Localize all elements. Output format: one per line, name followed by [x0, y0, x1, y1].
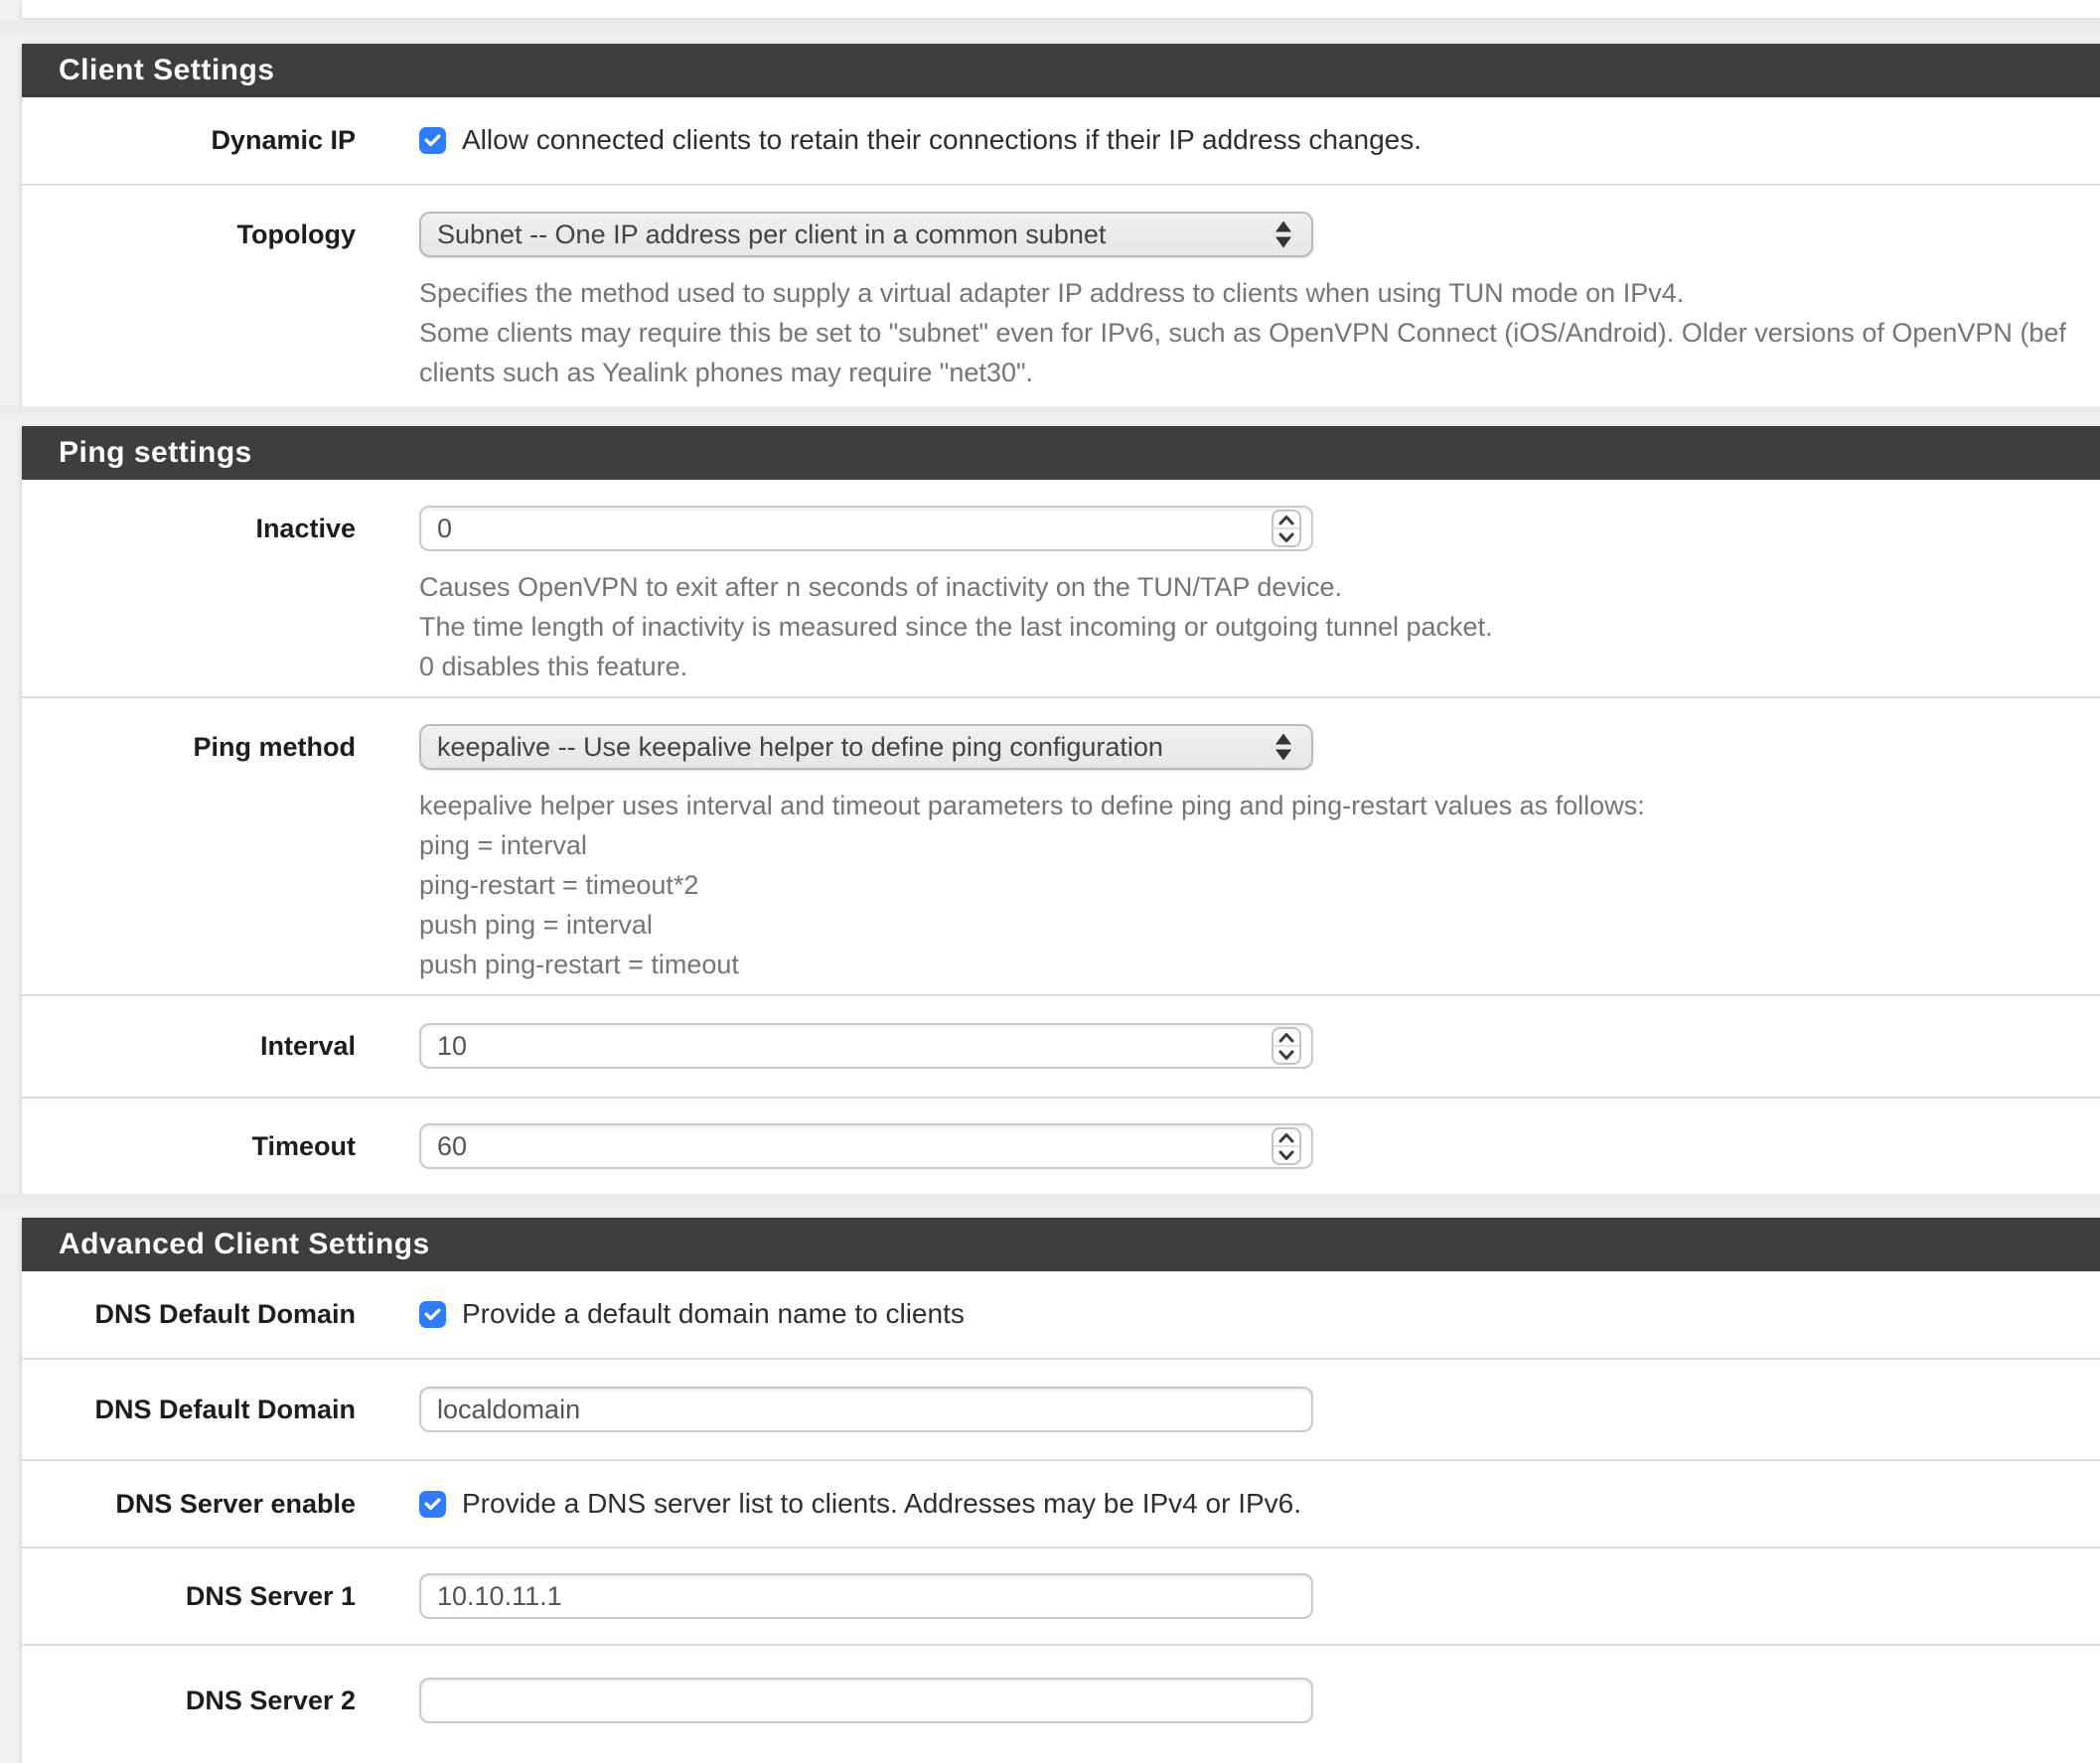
check-icon — [423, 1305, 442, 1324]
form-row-ping-method — [22, 696, 2100, 994]
form-row-dns-default-domain-enable — [22, 1271, 2100, 1358]
panel-advanced-client-settings-header — [22, 1218, 2100, 1271]
dns-default-domain-checkbox-row — [419, 1299, 2100, 1329]
form-row-inactive — [22, 480, 2100, 696]
panel-advanced-client-settings — [22, 1218, 2100, 1763]
inactive-help-text: Causes OpenVPN to exit after n seconds of inactivity on the TUN/TAP device. The time length of inactivity is measured since the last incoming or outgoing tunnel packet. 0 disables this feature. — [419, 572, 1493, 681]
dns-default-domain-input[interactable] — [419, 1387, 1313, 1432]
dns-server-2-input[interactable] — [419, 1678, 1313, 1723]
panel-title: Ping settings — [59, 436, 252, 469]
up-down-arrows-icon — [1275, 221, 1291, 248]
check-icon — [423, 1495, 442, 1514]
form-row-dns-server-2 — [22, 1644, 2100, 1763]
dns-server-1-input[interactable] — [419, 1573, 1313, 1619]
ping-method-help-text: keepalive helper uses interval and timeout parameters to define ping and ping-restart values as follows: ping = interval ping-restart = timeout*2 push ping = interval push ping-restart = timeout — [419, 791, 1645, 979]
previous-panel-bottom — [22, 0, 2100, 20]
inactive-input[interactable] — [419, 506, 1313, 551]
chevron-down-icon[interactable] — [1274, 1145, 1299, 1163]
panel-client-settings-header — [22, 44, 2100, 97]
timeout-stepper[interactable] — [1272, 1127, 1301, 1165]
field-label-timeout: Timeout — [251, 1131, 356, 1161]
interval-stepper[interactable] — [1272, 1027, 1301, 1065]
dns-server-enable-checkbox[interactable] — [419, 1491, 446, 1518]
up-down-arrows-icon — [1275, 734, 1291, 761]
panel-gap — [0, 20, 2100, 44]
panel-client-settings — [22, 44, 2100, 406]
dns-default-domain-checkbox-label: Provide a default domain name to clients — [462, 1298, 965, 1329]
field-label-dynamic-ip: Dynamic IP — [211, 125, 356, 155]
chevron-up-icon[interactable] — [1274, 1129, 1299, 1145]
chevron-up-icon[interactable] — [1274, 512, 1299, 527]
dns-server-enable-checkbox-row — [419, 1489, 2100, 1519]
panel-ping-settings-header — [22, 426, 2100, 480]
field-label-interval: Interval — [259, 1031, 356, 1061]
form-row-dns-server-1 — [22, 1546, 2100, 1644]
dynamic-ip-checkbox[interactable] — [419, 127, 446, 154]
form-row-interval — [22, 994, 2100, 1097]
interval-input[interactable] — [419, 1023, 1313, 1069]
timeout-input[interactable] — [419, 1123, 1313, 1169]
panel-gap — [0, 406, 2100, 426]
chevron-down-icon[interactable] — [1274, 527, 1299, 545]
topology-help-text: Specifies the method used to supply a virtual adapter IP address to clients when using TUN mode on IPv4. Some clients may require this be set to "subnet" even for IPv6, such as OpenVPN Connect (iOS/Android). Older versions of OpenVPN (bef clients such as Yealink phones may require "net30". — [419, 278, 2066, 387]
topology-select[interactable] — [419, 212, 1313, 257]
ping-method-select[interactable] — [419, 724, 1313, 770]
panel-title: Client Settings — [59, 54, 275, 86]
form-row-dynamic-ip — [22, 97, 2100, 184]
field-label-dns-server-enable: DNS Server enable — [115, 1489, 356, 1519]
field-label-dns-server-2: DNS Server 2 — [185, 1686, 356, 1715]
dynamic-ip-checkbox-label: Allow connected clients to retain their connections if their IP address changes. — [462, 124, 1423, 155]
inactive-stepper[interactable] — [1272, 510, 1301, 547]
dns-default-domain-checkbox[interactable] — [419, 1301, 446, 1328]
field-label-ping-method: Ping method — [193, 732, 356, 762]
chevron-down-icon[interactable] — [1274, 1045, 1299, 1063]
field-label-topology: Topology — [236, 220, 356, 249]
panel-title: Advanced Client Settings — [59, 1228, 430, 1260]
dns-server-enable-checkbox-label: Provide a DNS server list to clients. Addresses may be IPv4 or IPv6. — [462, 1488, 1302, 1519]
form-row-timeout — [22, 1097, 2100, 1194]
ping-method-select-value: keepalive -- Use keepalive helper to define ping configuration — [437, 731, 1163, 762]
chevron-up-icon[interactable] — [1274, 1029, 1299, 1045]
form-row-topology — [22, 184, 2100, 406]
panel-gap — [0, 1194, 2100, 1218]
dynamic-ip-checkbox-row — [419, 125, 2100, 155]
field-label-dns-default-domain-enable: DNS Default Domain — [94, 1299, 356, 1329]
form-row-dns-server-enable — [22, 1459, 2100, 1546]
field-label-dns-default-domain: DNS Default Domain — [94, 1395, 356, 1424]
field-label-inactive: Inactive — [255, 514, 356, 543]
check-icon — [423, 131, 442, 150]
field-label-dns-server-1: DNS Server 1 — [185, 1581, 356, 1611]
topology-select-value: Subnet -- One IP address per client in a common subnet — [437, 219, 1107, 249]
panel-ping-settings — [22, 426, 2100, 1194]
form-row-dns-default-domain — [22, 1358, 2100, 1459]
